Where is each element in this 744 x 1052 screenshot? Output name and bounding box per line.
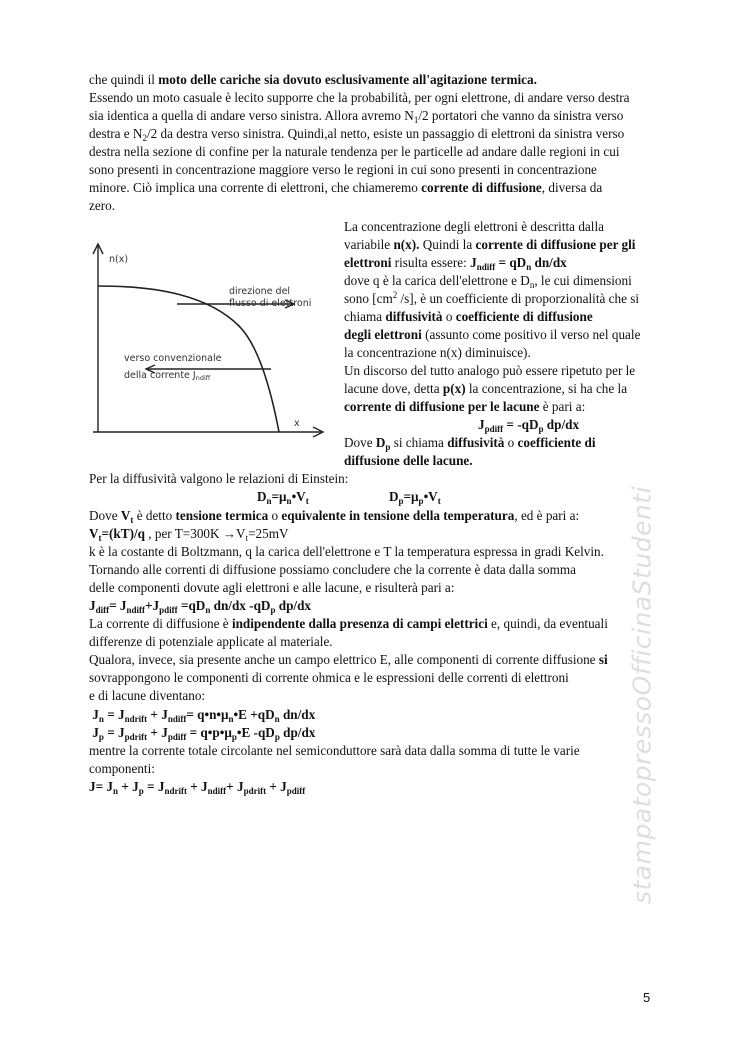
text-line: minore. Ciò implica una corrente di elettroni, che chiameremo corrente di diffusione, diversa da bbox=[89, 180, 603, 195]
text-line: sia identica a quella di andare verso sinistra. Allora avremo $N_1/2$ portatori che vanno da sinistra verso bbox=[89, 108, 624, 125]
text-line: k è la costante di Boltzmann, q la carica dell'elettrone e T la temperatura espressa in gradi Kelvin. bbox=[89, 544, 604, 559]
electron-flux-label: direzione del bbox=[229, 286, 291, 297]
formula-line: $J_{diff}= J_{ndiff}+J_{pdiff} =qD_n$ dn/dx $-qD_p$ dp/dx bbox=[89, 598, 312, 615]
text-line: Per la diffusività valgono le relazioni di Einstein: bbox=[89, 471, 349, 486]
text-line: elettroni risulta essere: $J_{ndiff} = qD_n$ dn/dx bbox=[344, 255, 567, 272]
watermark: stampatopressoOfficinaStudenti bbox=[627, 485, 657, 905]
text-line: sono presenti in concentrazione maggiore verso le regioni in cui sono presenti in concentrazione bbox=[89, 162, 597, 177]
text-line: Un discorso del tutto analogo può essere ripetuto per le bbox=[344, 363, 636, 378]
diffusion-figure bbox=[89, 240, 339, 450]
text-line: La concentrazione degli elettroni è descritta dalla bbox=[344, 219, 604, 234]
text-line: diffusione delle lacune. bbox=[344, 453, 473, 468]
electron-flux-label: flusso di elettroni bbox=[229, 298, 312, 309]
text-line: lacune dove, detta p(x) la concentrazione, si ha che la bbox=[344, 381, 628, 396]
x-axis-label: x bbox=[294, 418, 300, 429]
text-line: e di lacune diventano: bbox=[89, 688, 206, 703]
text-line: delle componenti dovute agli elettroni e alle lacune, e risulterà pari a: bbox=[89, 580, 455, 595]
text-line: corrente di diffusione per le lacune è pari a: bbox=[344, 399, 586, 414]
text-line: variabile n(x). Quindi la corrente di diffusione per gli bbox=[344, 237, 636, 252]
current-label: della corrente $J_{ndiff}$ bbox=[124, 370, 211, 382]
text-line: $V_t=(kT)/q$ , per $T=300K \to V_t=25mV$ bbox=[89, 526, 289, 543]
formula-line: $J= J_n + J_p = J_{ndrift} + J_{ndiff}+ J_{pdrift} + J_{pdiff}$ bbox=[89, 779, 306, 796]
text-line: Dove $V_t$ è detto tensione termica o equivalente in tensione della temperatura, ed è pari a: bbox=[89, 508, 580, 525]
y-axis-label: n(x) bbox=[109, 254, 129, 265]
text-line: Qualora, invece, sia presente anche un campo elettrico E, alle componenti di corrente diffusione si bbox=[89, 652, 608, 667]
page-number: 5 bbox=[643, 990, 651, 1005]
text-line: chiama diffusività o coefficiente di diffusione bbox=[344, 309, 593, 324]
text-line: sovrappongono le componenti di corrente ohmica e le espressioni delle correnti di elettroni bbox=[89, 670, 569, 685]
text-line: mentre la corrente totale circolante nel semiconduttore sarà data dalla somma di tutte le varie bbox=[89, 743, 580, 758]
formula-line: $D_p=\mu_p•V_t$ bbox=[389, 489, 441, 506]
formula-line: $J_{pdiff} = -qD_p$ dp/dx bbox=[478, 417, 580, 434]
text-line: sono [$cm^2$ /s], è un coefficiente di proporzionalità che si bbox=[344, 290, 640, 306]
formula-line: $J_n = J_{ndrift} + J_{ndiff}=$ $q•n•\mu_n•E +qD_n$ dn/dx bbox=[92, 707, 316, 724]
text-line: che quindi il moto delle cariche sia dovuto esclusivamente all'agitazione termica. bbox=[89, 72, 537, 87]
formula-line: $J_p = J_{pdrift} + J_{pdiff}$ = $q•p•\mu_p•E$ $-qD_p$ dp/dx bbox=[92, 725, 316, 742]
text-line: degli elettroni (assunto come positivo il verso nel quale bbox=[344, 327, 641, 342]
text-line: Dove $D_p$ si chiama diffusività o coefficiente di bbox=[344, 435, 596, 452]
text-line: La corrente di diffusione è indipendente dalla presenza di campi elettrici e, quindi, da eventuali bbox=[89, 616, 608, 631]
formula-line: $D_n=\mu_n•V_t$ bbox=[257, 489, 309, 506]
text-line: differenze di potenziale applicate al materiale. bbox=[89, 634, 333, 649]
text-line: componenti: bbox=[89, 761, 155, 776]
text-line: destra nella sezione di confine per la naturale tendenza per le particelle ad andare dalle regioni in cui bbox=[89, 144, 620, 159]
text-line: zero. bbox=[89, 198, 115, 213]
text-line: la concentrazione n(x) diminuisce). bbox=[344, 345, 531, 360]
text-line: dove q è la carica dell'elettrone e $D_n$, le cui dimensioni bbox=[344, 273, 632, 290]
text-line: destra e $N_2/2$ da destra verso sinistra. Quindi,al netto, esiste un passaggio di elettroni da sinistra verso bbox=[89, 126, 625, 143]
text-line: Tornando alle correnti di diffusione possiamo concludere che la corrente è data dalla somma bbox=[89, 562, 576, 577]
current-label: verso convenzionale bbox=[124, 353, 222, 364]
text-line: Essendo un moto casuale è lecito supporre che la probabilità, per ogni elettrone, di andare verso destra bbox=[89, 90, 630, 105]
